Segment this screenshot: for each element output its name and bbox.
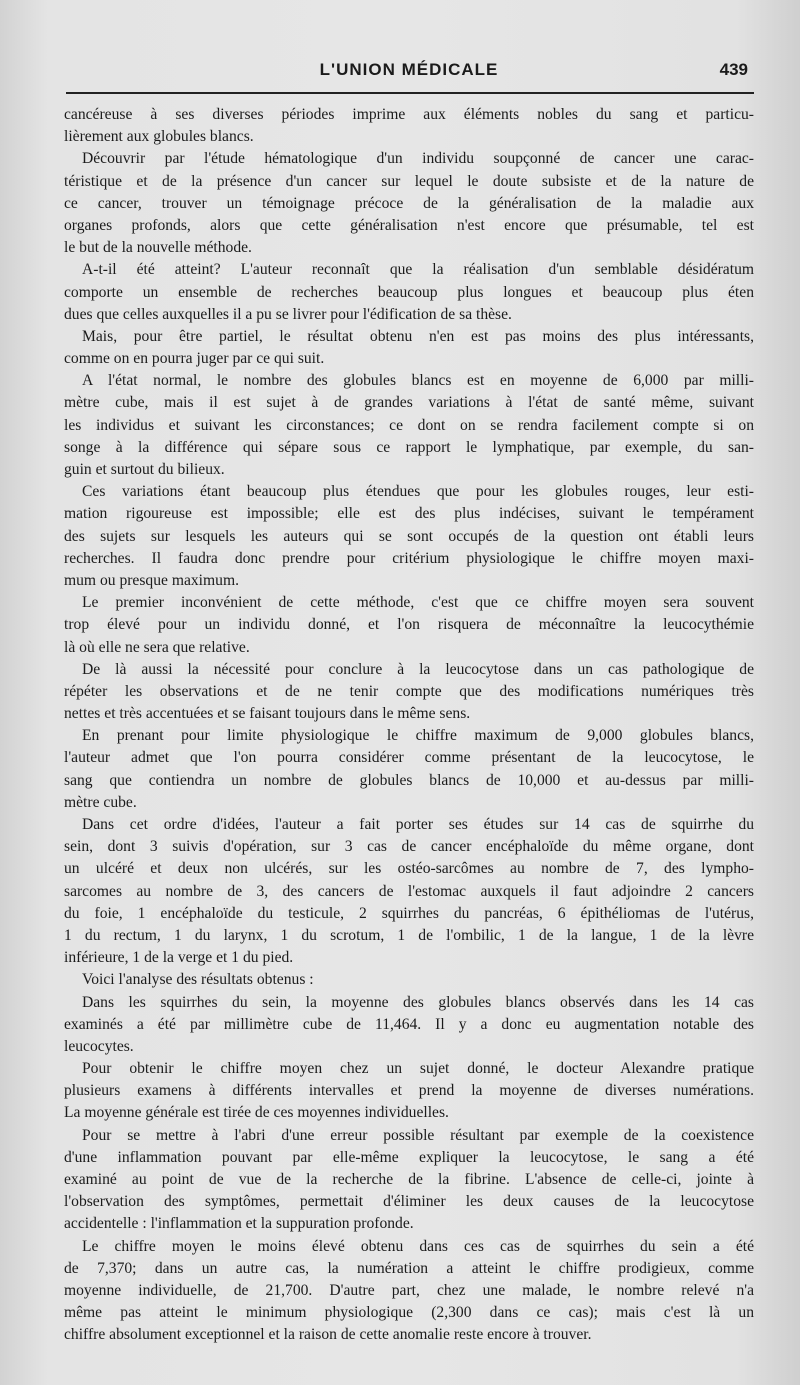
text-line: A l'état normal, le nombre des globules blancs est en moyenne de 6,000 par milli- xyxy=(82,372,754,390)
text-line: inférieure, 1 de la verge et 1 du pied. xyxy=(64,949,294,967)
text-line: Dans les squirrhes du sein, la moyenne des globules blancs observés dans les 14 cas xyxy=(82,993,754,1011)
text-line: comme on en pourra juger par ce qui suit. xyxy=(64,350,325,368)
text-line: répéter les observations et de ne tenir compte que des modifications numériques très xyxy=(64,682,754,700)
text-line: guin et surtout du bilieux. xyxy=(64,461,225,478)
text-line: un ulcéré et deux non ulcérés, sur les ostéo-sarcômes au nombre de 7, des lympho- xyxy=(64,860,754,878)
text-line: leucocytes. xyxy=(64,1037,134,1055)
text-line: Pour obtenir le chiffre moyen chez un sujet donné, le docteur Alexandre pratique xyxy=(82,1060,754,1078)
text-line: Le chiffre moyen le moins élevé obtenu dans ces cas de squirrhes du sein a été xyxy=(82,1237,754,1255)
text-line: les individus et suivant les circonstances; ce dont on se rendra facilement compte si on xyxy=(64,416,754,434)
paragraph xyxy=(64,725,754,814)
paragraph xyxy=(64,104,754,148)
text-line: l'observation des symptômes, permettait d'éliminer les deux causes de la leucocytose xyxy=(64,1193,754,1211)
paragraph xyxy=(64,1236,754,1347)
text-line: accidentelle : l'inflammation et la suppuration profonde. xyxy=(64,1215,414,1233)
text-line: A-t-il été atteint? L'auteur reconnaît que la réalisation d'un semblable désidératum xyxy=(82,261,754,279)
text-line: examinés a été par millimètre cube de 11,464. Il y a donc eu augmentation notable des xyxy=(64,1015,754,1033)
text-line: téristique et de la présence d'un cancer sur lequel le doute subsiste et de la nature de xyxy=(64,172,754,190)
text-line: là où elle ne sera que relative. xyxy=(64,638,250,656)
text-line: Mais, pour être partiel, le résultat obtenu n'en est pas moins des plus intéressants, xyxy=(82,327,754,345)
text-line: trop élevé pour un individu donné, et l'on risquera de méconnaître la leucocythémie xyxy=(64,616,754,634)
page-number: 439 xyxy=(719,60,748,79)
article-body xyxy=(64,104,754,1347)
text-line: La moyenne générale est tirée de ces moyennes individuelles. xyxy=(64,1104,449,1122)
running-title: L'UNION MÉDICALE xyxy=(319,60,499,79)
text-line: Ces variations étant beaucoup plus étendues que pour les globules rouges, leur esti- xyxy=(82,483,754,501)
text-line: sarcomes au nombre de 3, des cancers de l'estomac auxquels il faut adjoindre 2 cancers xyxy=(64,882,754,900)
text-line: l'auteur admet que l'on pourra considérer comme présentant de la leucocytose, le xyxy=(64,749,754,767)
text-line: cancéreuse à ses diverses périodes imprime aux éléments nobles du sang et particu- xyxy=(64,106,754,123)
paragraph xyxy=(64,1125,754,1236)
text-line: Dans cet ordre d'idées, l'auteur a fait porter ses études sur 14 cas de squirrhe du xyxy=(82,816,754,833)
text-line: d'une inflammation pouvant par elle-même expliquer la leucocytose, le sang a été xyxy=(64,1148,754,1166)
text-line: dues que celles auxquelles il a pu se livrer pour l'édification de sa thèse. xyxy=(64,305,512,323)
paragraph xyxy=(64,592,754,659)
text-line: mation rigoureuse est impossible; elle est des plus indécises, suivant le tempérament xyxy=(64,505,754,523)
text-line: du foie, 1 encéphaloïde du testicule, 2 squirrhes du pancréas, 6 épithéliomas de l'utérus, xyxy=(64,904,754,922)
text-line: plusieurs examens à différents intervalles et prend la moyenne de diverses numérations. xyxy=(64,1082,754,1100)
paragraph xyxy=(64,992,754,1059)
text-line: 1 du rectum, 1 du larynx, 1 du scrotum, 1 de l'ombilic, 1 de la langue, 1 de la lèvre xyxy=(64,926,754,944)
paragraph xyxy=(64,1058,754,1125)
text-line: le but de la nouvelle méthode. xyxy=(64,239,252,257)
text-line: organes profonds, alors que cette généralisation n'est encore que présumable, tel est xyxy=(64,216,754,234)
text-line: En prenant pour limite physiologique le chiffre maximum de 9,000 globules blancs, xyxy=(82,727,754,745)
text-line: des sujets sur lesquels les auteurs qui se sont occupés de la question ont établi leurs xyxy=(64,527,754,545)
page-header xyxy=(64,58,754,86)
text-line: De là aussi la nécessité pour conclure à la leucocytose dans un cas pathologique de xyxy=(82,660,754,678)
text-line: nettes et très accentuées et se faisant toujours dans le même sens. xyxy=(64,705,471,723)
text-line: lièrement aux globules blancs. xyxy=(64,128,254,146)
paragraph xyxy=(64,148,754,259)
text-line: même pas atteint le minimum physiologique (2,300 dans ce cas); mais c'est là un xyxy=(64,1304,754,1322)
text-line: mum ou presque maximum. xyxy=(64,571,239,589)
text-line: comporte un ensemble de recherches beaucoup plus longues et beaucoup plus éten xyxy=(64,283,754,301)
paragraph xyxy=(64,481,754,592)
text-line: Le premier inconvénient de cette méthode, c'est que ce chiffre moyen sera souvent xyxy=(82,594,754,612)
paragraph xyxy=(64,814,754,969)
text-line: Voici l'analyse des résultats obtenus : xyxy=(82,971,314,989)
text-line: moyenne individuelle, de 21,700. D'autre part, chez une malade, le nombre relevé n'a xyxy=(64,1281,754,1299)
paragraph xyxy=(64,326,754,370)
text-line: Pour se mettre à l'abri d'une erreur possible résultant par exemple de la coexistence xyxy=(82,1126,754,1144)
header-rule xyxy=(66,92,754,94)
text-line: sang que contiendra un nombre de globules blancs de 10,000 et au-dessus par milli- xyxy=(64,771,754,789)
text-line: sein, dont 3 suivis d'opération, sur 3 cas de cancer encéphaloïde du même organe, dont xyxy=(64,838,754,856)
text-line: recherches. Il faudra donc prendre pour critérium physiologique le chiffre moyen maxi- xyxy=(64,549,754,567)
text-line: Découvrir par l'étude hématologique d'un individu soupçonné de cancer une carac- xyxy=(82,150,754,168)
text-line: mètre cube, mais il est sujet à de grandes variations à l'état de santé même, suivant xyxy=(64,394,754,412)
text-line: de 7,370; dans un autre cas, la numération a atteint le chiffre prodigieux, comme xyxy=(64,1259,754,1277)
text-line: chiffre absolument exceptionnel et la raison de cette anomalie reste encore à trouver. xyxy=(64,1326,592,1344)
text-line: examiné au point de vue de la recherche de la fibrine. L'absence de celle-ci, jointe à xyxy=(64,1171,754,1188)
paragraph xyxy=(64,969,754,991)
text-line: songe à la différence qui sépare sous ce rapport le lymphatique, par exemple, du san- xyxy=(64,438,754,456)
text-line: mètre cube. xyxy=(64,793,137,811)
paragraph xyxy=(64,259,754,326)
text-line: ce cancer, trouver un témoignage précoce de la généralisation de la maladie aux xyxy=(64,194,754,212)
paragraph xyxy=(64,659,754,726)
paragraph xyxy=(64,370,754,481)
